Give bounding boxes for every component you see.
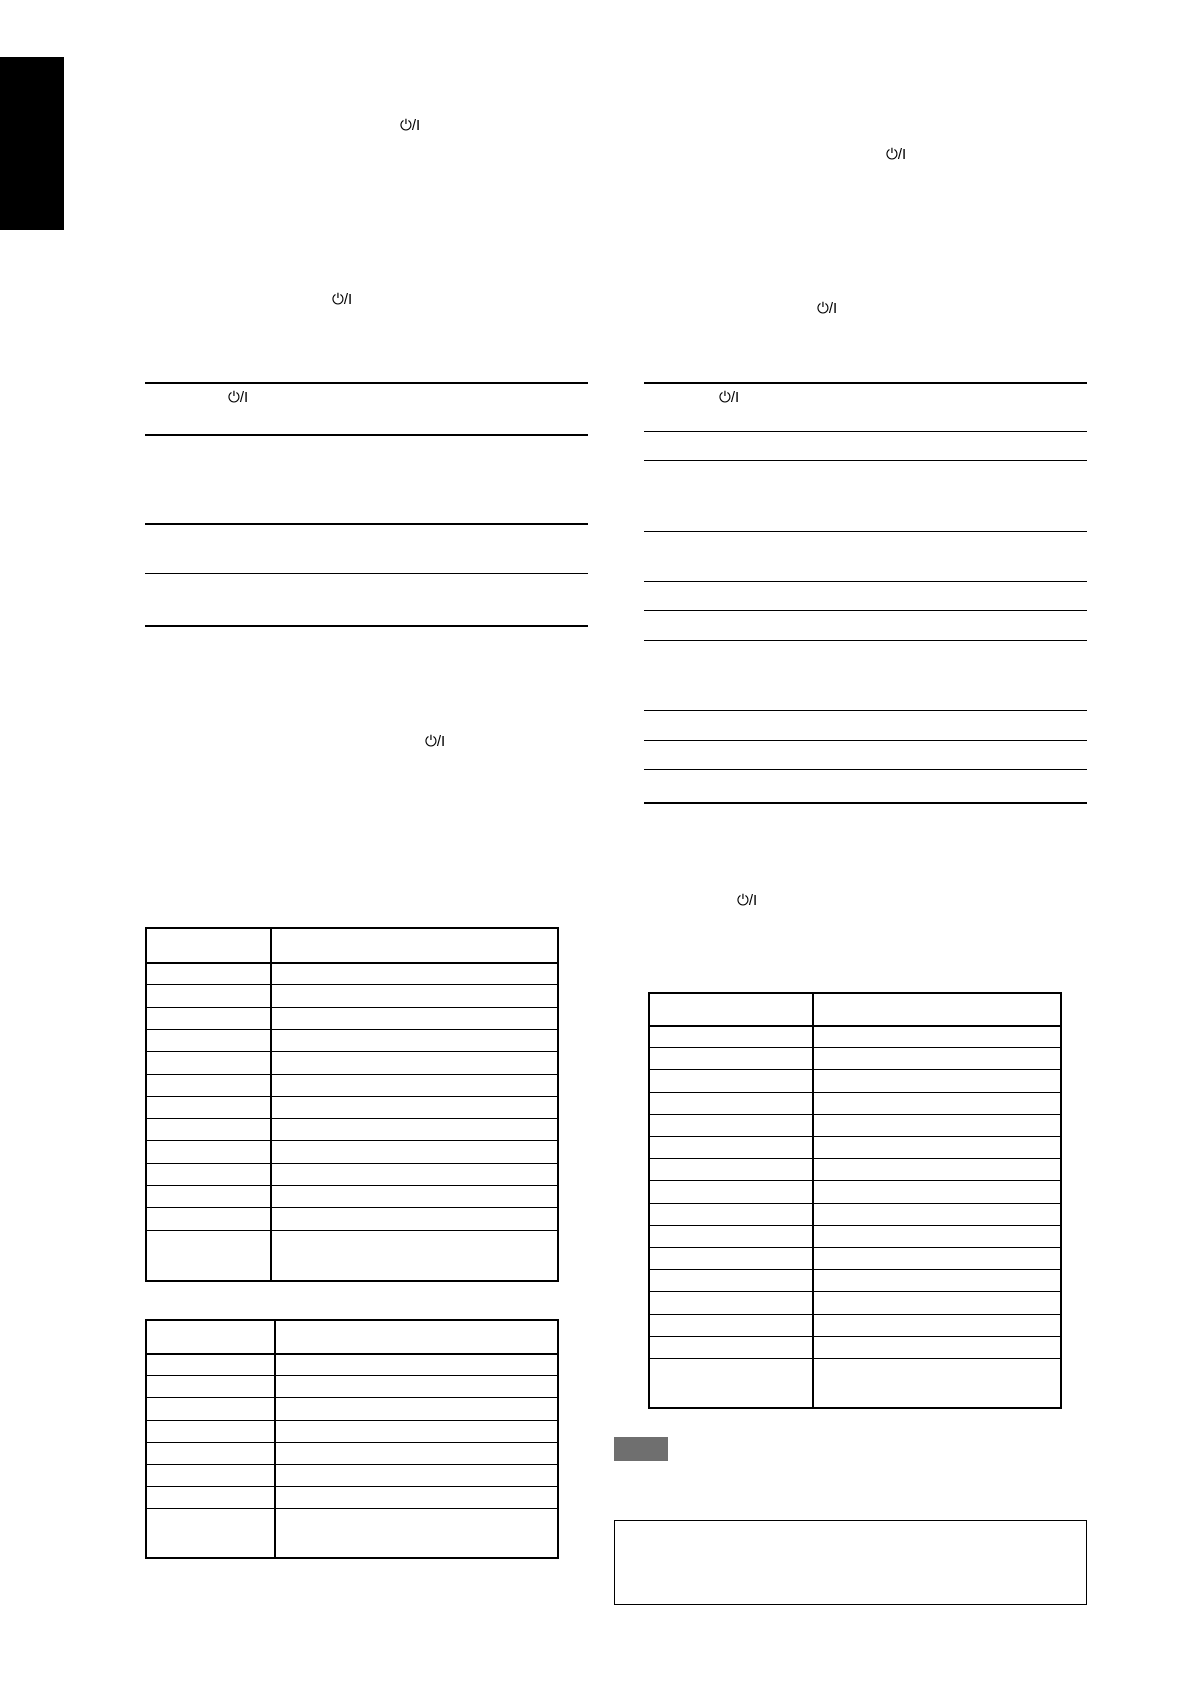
table-row-divider <box>147 1185 557 1186</box>
table-rule <box>644 640 1087 641</box>
table-row-divider <box>147 1207 557 1208</box>
table-row-divider <box>147 1096 557 1097</box>
section-tab-marker <box>0 57 64 230</box>
table-header-divider <box>650 1025 1060 1027</box>
table-row-divider <box>147 1486 557 1487</box>
table-rule <box>644 769 1087 770</box>
table-rule <box>145 523 588 525</box>
code-table <box>145 1319 559 1559</box>
table-rule <box>644 431 1087 432</box>
table-row-divider <box>147 1508 557 1509</box>
column-divider <box>274 1321 276 1557</box>
table-row-divider <box>147 1051 557 1052</box>
table-row-divider <box>650 1069 1060 1070</box>
table-row-divider <box>147 1140 557 1141</box>
table-row-divider <box>650 1203 1060 1204</box>
table-rule <box>644 710 1087 711</box>
table-row-divider <box>650 1114 1060 1115</box>
table-rule <box>644 382 1087 384</box>
power-standby-icon: ⏻/I <box>737 892 758 909</box>
column-divider <box>270 929 272 1280</box>
power-standby-icon: ⏻/I <box>332 291 353 308</box>
note-box <box>614 1520 1087 1605</box>
power-standby-icon: ⏻/I <box>817 300 838 317</box>
table-rule <box>644 531 1087 532</box>
table-row-divider <box>147 1029 557 1030</box>
power-standby-icon: ⏻/I <box>400 117 421 134</box>
table-row-divider <box>147 984 557 985</box>
table-row-divider <box>650 1225 1060 1226</box>
table-rule <box>644 581 1087 582</box>
table-header-divider <box>147 1353 557 1355</box>
table-rule <box>145 382 588 384</box>
power-standby-icon: ⏻/I <box>228 389 249 406</box>
table-row-divider <box>650 1291 1060 1292</box>
table-row-divider <box>147 1163 557 1164</box>
table-row-divider <box>650 1136 1060 1137</box>
table-row-divider <box>147 1074 557 1075</box>
table-row-divider <box>650 1314 1060 1315</box>
table-row-divider <box>650 1269 1060 1270</box>
code-table <box>648 992 1062 1409</box>
power-standby-icon: ⏻/I <box>425 733 446 750</box>
power-standby-icon: ⏻/I <box>719 389 740 406</box>
table-rule <box>145 573 588 574</box>
table-rule <box>644 802 1087 804</box>
column-divider <box>812 994 814 1407</box>
table-row-divider <box>650 1247 1060 1248</box>
table-row-divider <box>650 1158 1060 1159</box>
table-rule <box>644 610 1087 611</box>
table-rule <box>145 625 588 627</box>
code-table <box>145 927 559 1282</box>
table-rule <box>644 460 1087 461</box>
table-row-divider <box>650 1047 1060 1048</box>
table-row-divider <box>147 1230 557 1231</box>
table-row-divider <box>147 1375 557 1376</box>
table-row-divider <box>650 1358 1060 1359</box>
table-rule <box>644 740 1087 741</box>
table-row-divider <box>147 1420 557 1421</box>
table-row-divider <box>650 1180 1060 1181</box>
table-header-divider <box>147 962 557 964</box>
table-row-divider <box>650 1092 1060 1093</box>
table-row-divider <box>147 1118 557 1119</box>
table-row-divider <box>147 1464 557 1465</box>
table-row-divider <box>147 1397 557 1398</box>
note-badge <box>614 1437 668 1461</box>
table-row-divider <box>650 1336 1060 1337</box>
table-row-divider <box>147 1442 557 1443</box>
table-row-divider <box>147 1007 557 1008</box>
power-standby-icon: ⏻/I <box>886 146 907 163</box>
table-rule <box>145 434 588 436</box>
